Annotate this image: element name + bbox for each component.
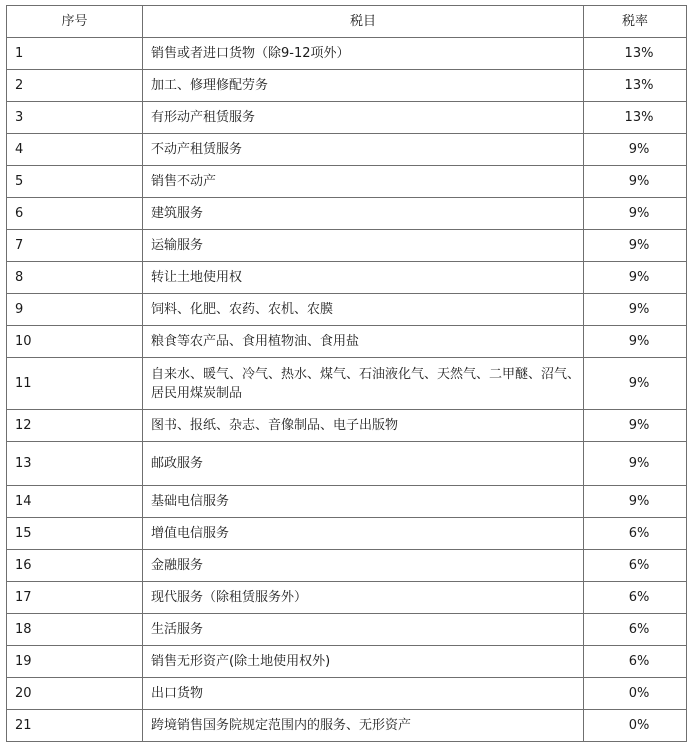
- row-rate: 0%: [584, 678, 687, 710]
- row-item: 建筑服务: [143, 198, 584, 230]
- row-rate: 9%: [584, 262, 687, 294]
- row-item: 转让土地使用权: [143, 262, 584, 294]
- row-no: 17: [7, 582, 143, 614]
- row-item: 不动产租赁服务: [143, 134, 584, 166]
- row-item: 邮政服务: [143, 442, 584, 486]
- row-rate: 6%: [584, 550, 687, 582]
- row-item: 出口货物: [143, 678, 584, 710]
- table-row: [7, 582, 687, 614]
- table-row: [7, 70, 687, 102]
- row-no: 9: [7, 294, 143, 326]
- row-rate: 9%: [584, 410, 687, 442]
- table-row: [7, 38, 687, 70]
- row-no: 12: [7, 410, 143, 442]
- row-rate: 9%: [584, 358, 687, 410]
- row-no: 21: [7, 710, 143, 742]
- row-item: 跨境销售国务院规定范围内的服务、无形资产: [143, 710, 584, 742]
- row-no: 4: [7, 134, 143, 166]
- table-row: [7, 166, 687, 198]
- row-no: 7: [7, 230, 143, 262]
- table-row: [7, 646, 687, 678]
- row-rate: 9%: [584, 134, 687, 166]
- table-row: [7, 230, 687, 262]
- row-no: 11: [7, 358, 143, 410]
- table-row: [7, 102, 687, 134]
- row-item: 现代服务（除租赁服务外）: [143, 582, 584, 614]
- row-rate: 13%: [584, 70, 687, 102]
- row-rate: 0%: [584, 710, 687, 742]
- row-item: 有形动产租赁服务: [143, 102, 584, 134]
- row-item: 运输服务: [143, 230, 584, 262]
- table-row: [7, 198, 687, 230]
- row-no: 19: [7, 646, 143, 678]
- row-rate: 9%: [584, 326, 687, 358]
- row-no: 10: [7, 326, 143, 358]
- row-rate: 13%: [584, 102, 687, 134]
- row-no: 18: [7, 614, 143, 646]
- row-rate: 13%: [584, 38, 687, 70]
- header-row: [7, 6, 687, 38]
- table-row: [7, 358, 687, 410]
- table-row: [7, 678, 687, 710]
- row-no: 6: [7, 198, 143, 230]
- row-item: 加工、修理修配劳务: [143, 70, 584, 102]
- row-rate: 9%: [584, 166, 687, 198]
- row-item: 销售无形资产(除土地使用权外): [143, 646, 584, 678]
- table-row: [7, 262, 687, 294]
- row-item: 基础电信服务: [143, 486, 584, 518]
- row-rate: 9%: [584, 486, 687, 518]
- table-row: [7, 486, 687, 518]
- row-no: 2: [7, 70, 143, 102]
- row-rate: 6%: [584, 646, 687, 678]
- row-no: 20: [7, 678, 143, 710]
- row-no: 8: [7, 262, 143, 294]
- row-rate: 9%: [584, 230, 687, 262]
- table-row: [7, 614, 687, 646]
- tax-rate-table: [6, 5, 687, 742]
- table-row: [7, 134, 687, 166]
- row-item: 自来水、暖气、冷气、热水、煤气、石油液化气、天然气、二甲醚、沼气、居民用煤炭制品: [143, 358, 584, 410]
- row-no: 16: [7, 550, 143, 582]
- row-rate: 6%: [584, 582, 687, 614]
- row-item: 饲料、化肥、农药、农机、农膜: [143, 294, 584, 326]
- table-row: [7, 442, 687, 486]
- row-no: 14: [7, 486, 143, 518]
- table-row: [7, 326, 687, 358]
- row-item: 生活服务: [143, 614, 584, 646]
- row-rate: 6%: [584, 614, 687, 646]
- row-item: 图书、报纸、杂志、音像制品、电子出版物: [143, 410, 584, 442]
- row-no: 1: [7, 38, 143, 70]
- row-no: 15: [7, 518, 143, 550]
- row-no: 3: [7, 102, 143, 134]
- row-rate: 6%: [584, 518, 687, 550]
- row-rate: 9%: [584, 294, 687, 326]
- row-no: 5: [7, 166, 143, 198]
- row-item: 销售或者进口货物（除9-12项外）: [143, 38, 584, 70]
- table-body: [7, 38, 687, 742]
- table-row: [7, 518, 687, 550]
- header-no: 序号: [7, 6, 143, 38]
- table-row: [7, 294, 687, 326]
- table-row: [7, 710, 687, 742]
- row-item: 销售不动产: [143, 166, 584, 198]
- row-item: 增值电信服务: [143, 518, 584, 550]
- header-item: 税目: [143, 6, 584, 38]
- table-row: [7, 410, 687, 442]
- row-rate: 9%: [584, 442, 687, 486]
- row-item: 金融服务: [143, 550, 584, 582]
- table-row: [7, 550, 687, 582]
- row-rate: 9%: [584, 198, 687, 230]
- header-rate: 税率: [584, 6, 687, 38]
- row-item: 粮食等农产品、食用植物油、食用盐: [143, 326, 584, 358]
- row-no: 13: [7, 442, 143, 486]
